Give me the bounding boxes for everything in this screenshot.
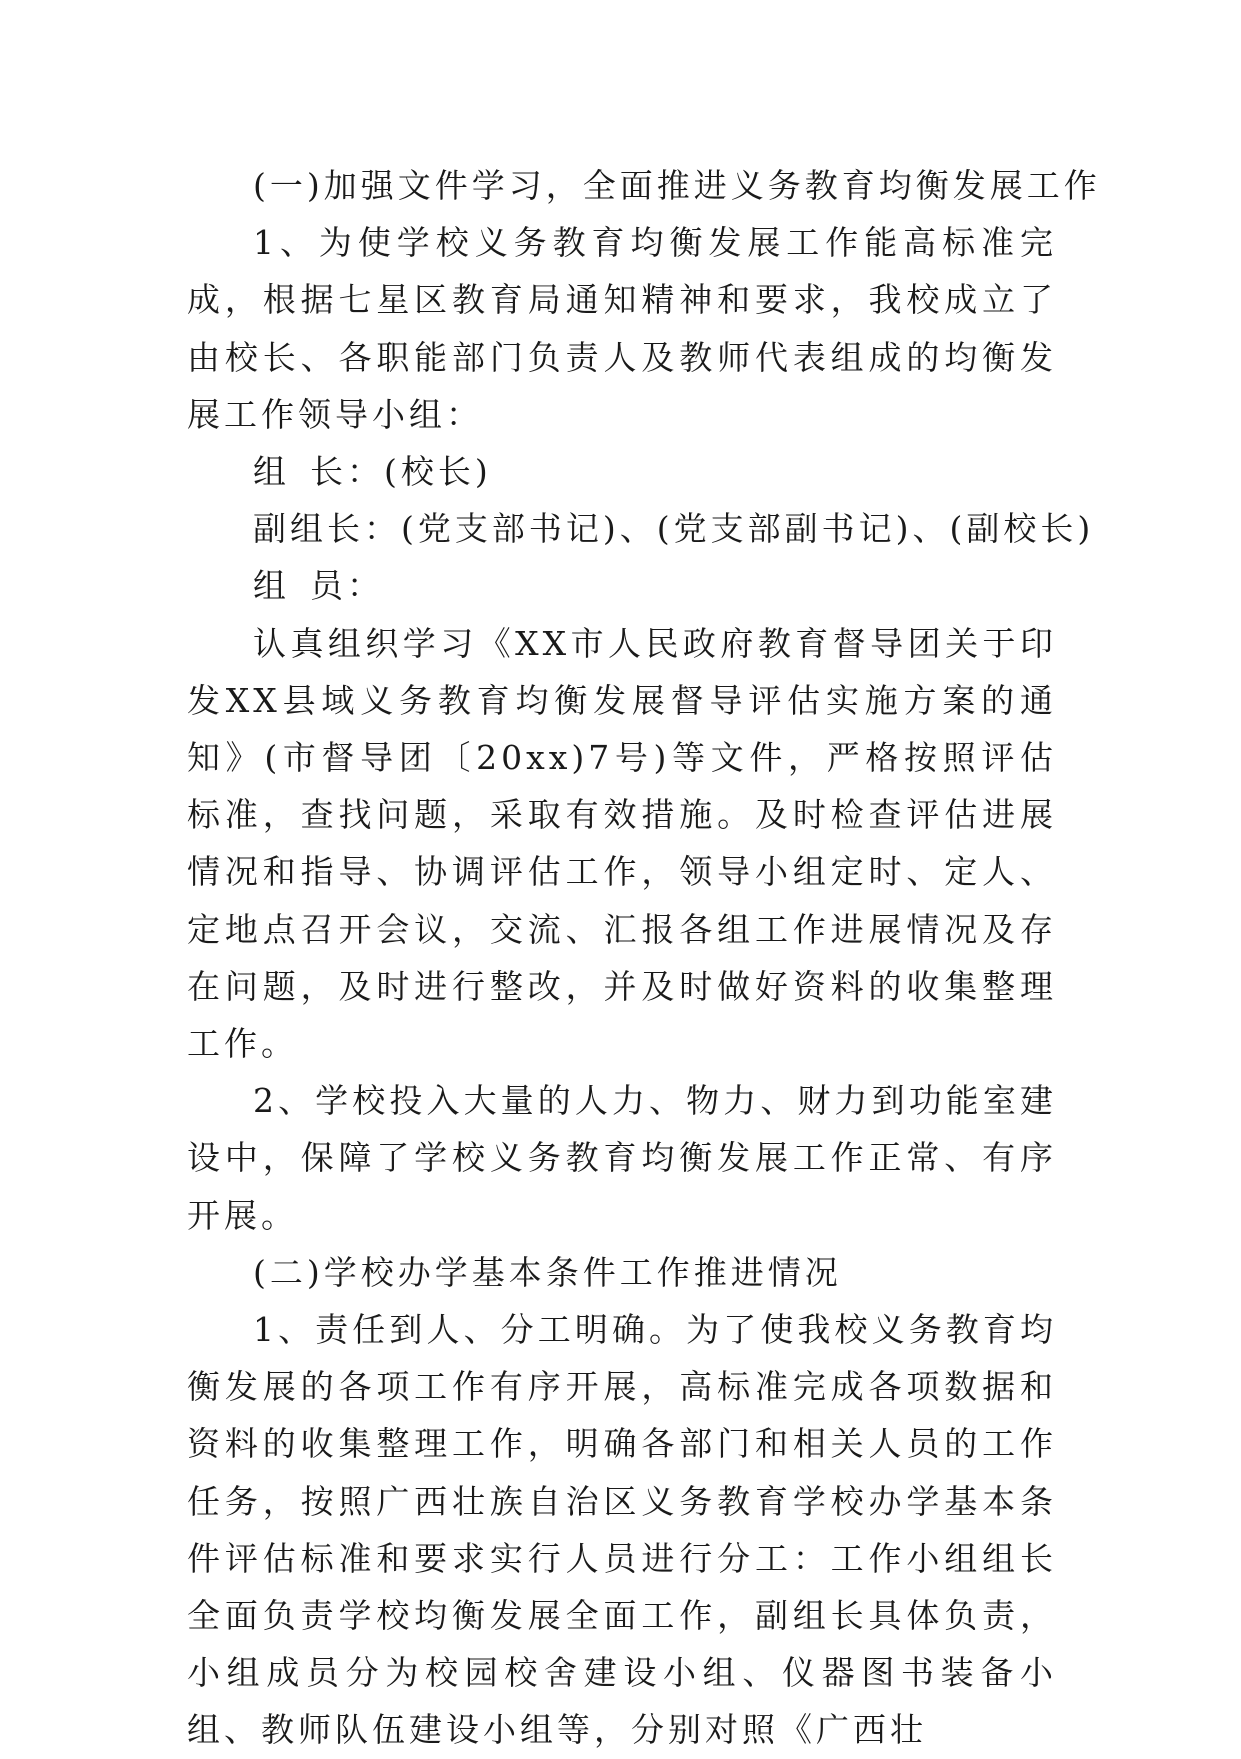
member-line	[187, 557, 1057, 614]
section-2-item-1: 1、责任到人、分工明确。为了使我校义务教育均衡发展的各项工作有序开展，高标准完成各项数据和资料的收集整理工作，明确各部门和相关人员的工作任务，按照广西壮族自治区义务教育学校办学基本条件评估标准和要求实行人员进行分工：工作小组组长全面负责学校均衡发展全面工作，副组长具体负责，小组成员分为校园校舍建设小组、仪器图书装备小组、教师队伍建设小组等，分别对照《广西壮	[187, 1310, 1057, 1750]
leader-label-b: 长：(校长)	[310, 452, 492, 492]
section-2-heading: (二)学校办学基本条件工作推进情况	[253, 1252, 842, 1292]
deputy-leader-line: 副组长：(党支部书记)、(党支部副书记)、(副校长)	[253, 509, 1095, 549]
document-body	[187, 157, 1101, 1759]
member-label-a: 组	[253, 566, 290, 606]
section-1-item-2: 2、学校投入大量的人力、物力、财力到功能室建设中，保障了学校义务教育均衡发展工作正常、有序开展。	[187, 1081, 1057, 1235]
study-paragraph: 认真组织学习《XX市人民政府教育督导团关于印发XX县域义务教育均衡发展督导评估实施方案的通知》(市督导团〔20xx)7号)等文件，严格按照评估标准，查找问题，采取有效措施。及时检查评估进展情况和指导、协调评估工作，领导小组定时、定人、定地点召开会议，交流、汇报各组工作进展情况及存在问题，及时进行整改，并及时做好资料的收集整理工作。	[187, 623, 1057, 1064]
member-label-b: 员：	[310, 566, 384, 606]
leader-line	[187, 443, 1057, 500]
section-1-heading: (一)加强文件学习，全面推进义务教育均衡发展工作	[253, 166, 1101, 205]
section-1-item-1: 1、为使学校义务教育均衡发展工作能高标准完成，根据七星区教育局通知精神和要求，我校成立了由校长、各职能部门负责人及教师代表组成的均衡发展工作领导小组：	[187, 223, 1057, 434]
leader-label-a: 组	[253, 452, 290, 492]
